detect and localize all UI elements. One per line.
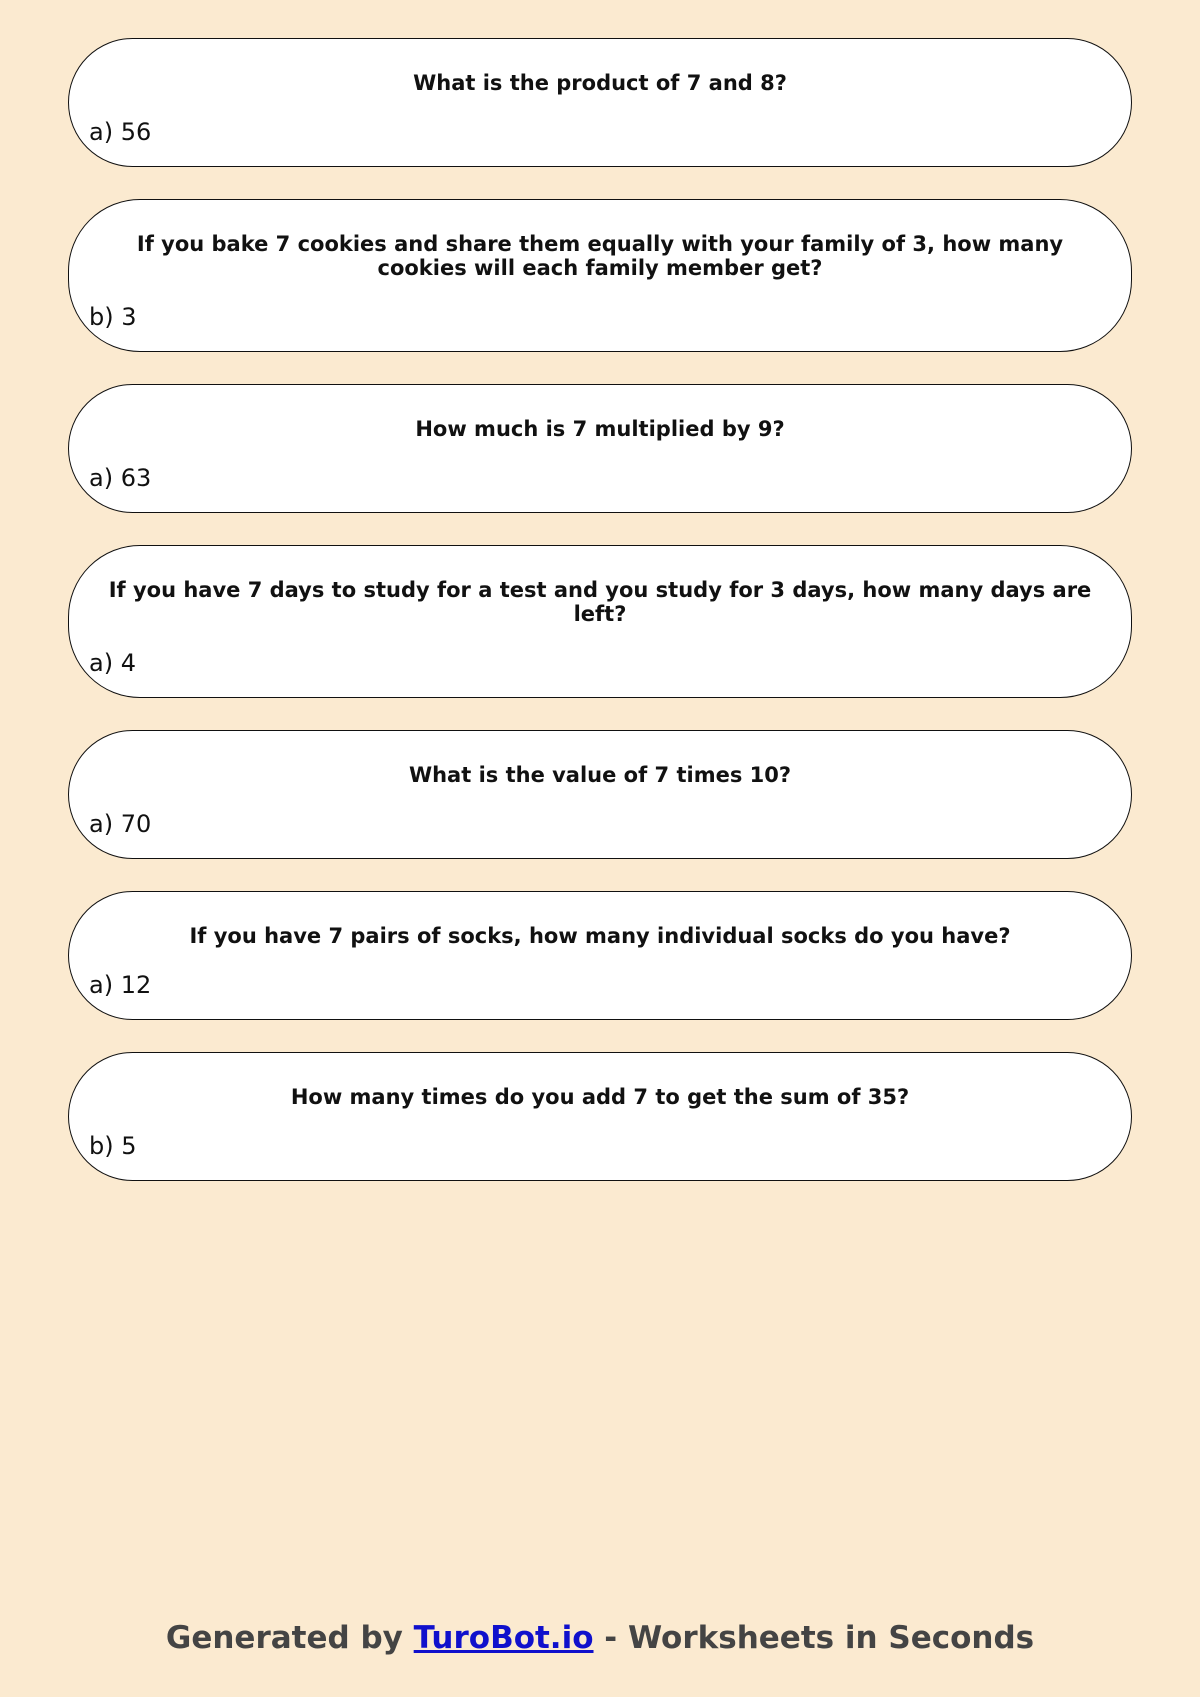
question-card (68, 891, 1132, 1020)
question-card (68, 730, 1132, 859)
footer-prefix: Generated by (165, 1620, 414, 1656)
answer-text: a) 63 (89, 464, 152, 492)
question-text: How much is 7 multiplied by 9? (415, 417, 785, 441)
footer-suffix: - Worksheets in Seconds (593, 1620, 1035, 1656)
question-card (68, 38, 1132, 167)
answer-text: a) 56 (89, 118, 152, 146)
question-text: What is the product of 7 and 8? (413, 71, 787, 95)
question-card (68, 1052, 1132, 1181)
question-card (68, 545, 1132, 698)
answer-text: a) 12 (89, 971, 152, 999)
answer-text: b) 3 (89, 303, 137, 331)
question-list (68, 38, 1132, 1213)
question-text: What is the value of 7 times 10? (408, 763, 792, 787)
question-card (68, 384, 1132, 513)
answer-text: a) 4 (89, 649, 136, 677)
question-text: How many times do you add 7 to get the sum of 35? (290, 1085, 910, 1109)
footer (0, 1620, 1200, 1656)
answer-text: b) 5 (89, 1132, 137, 1160)
turobot-link[interactable]: TuroBot.io (413, 1620, 594, 1656)
question-card (68, 199, 1132, 352)
question-text: If you bake 7 cookies and share them equally with your family of 3, how many cookies will each family member get? (136, 232, 1064, 280)
question-text: If you have 7 days to study for a test and you study for 3 days, how many days are left? (108, 578, 1092, 626)
answer-text: a) 70 (89, 810, 152, 838)
question-text: If you have 7 pairs of socks, how many individual socks do you have? (189, 924, 1011, 948)
